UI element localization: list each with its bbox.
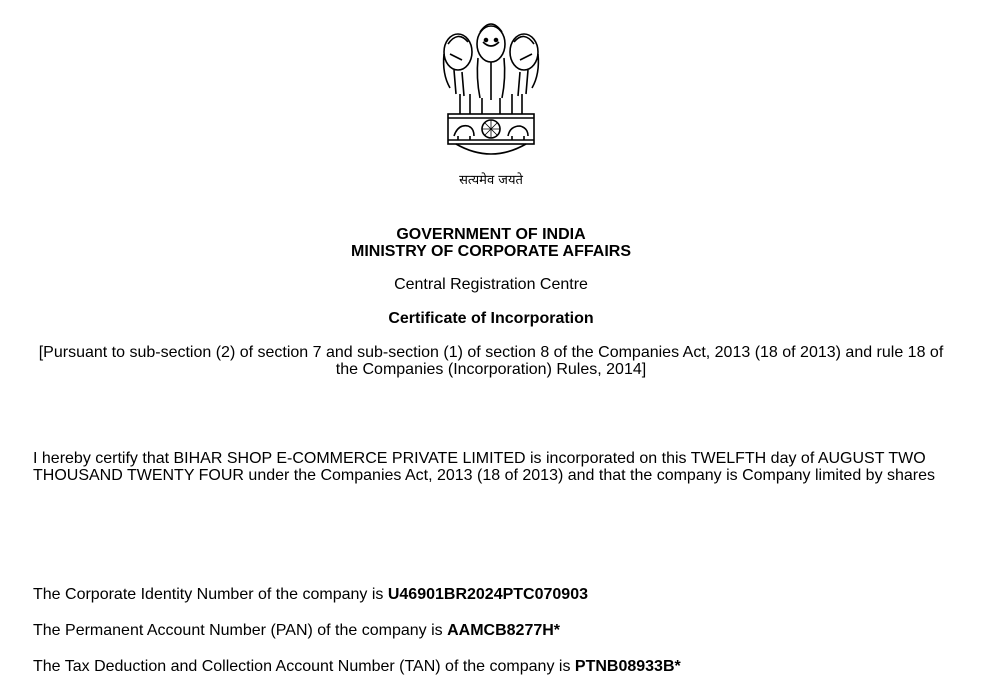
tan-line <box>33 658 948 675</box>
certification-statement: I hereby certify that BIHAR SHOP E-COMMERCE PRIVATE LIMITED is incorporated on this TWELFTH day of AUGUST TWO THOUSAND TWENTY FOUR under the Companies Act, 2013 (18 of 2013) and that the company is Company limited by shares <box>33 450 936 484</box>
pan-line <box>33 622 948 639</box>
cin-line <box>33 586 948 603</box>
pan-value: AAMCB8277H* <box>447 622 561 639</box>
legal-reference: [Pursuant to sub-section (2) of section 7 and sub-section (1) of section 8 of the Companies Act, 2013 (18 of 2013) and rule 18 of the Companies (Incorporation) Rules, 2014] <box>38 344 944 378</box>
certificate-title: Certificate of Incorporation <box>388 310 594 327</box>
cin-label: The Corporate Identity Number of the company is <box>33 586 388 603</box>
national-emblem <box>0 14 982 179</box>
tan-label: The Tax Deduction and Collection Account Number (TAN) of the company is <box>33 658 575 675</box>
ashoka-lion-capital-icon <box>436 14 546 174</box>
cin-value: U46901BR2024PTC070903 <box>387 586 588 603</box>
ministry-name: MINISTRY OF CORPORATE AFFAIRS <box>350 243 631 260</box>
registration-centre: Central Registration Centre <box>394 276 588 293</box>
issuing-authority <box>0 226 982 260</box>
national-motto: सत्यमेव जयते <box>459 173 523 188</box>
pan-label: The Permanent Account Number (PAN) of the company is <box>33 622 448 639</box>
tan-value: PTNB08933B* <box>574 658 681 675</box>
government-name: GOVERNMENT OF INDIA <box>396 226 586 243</box>
